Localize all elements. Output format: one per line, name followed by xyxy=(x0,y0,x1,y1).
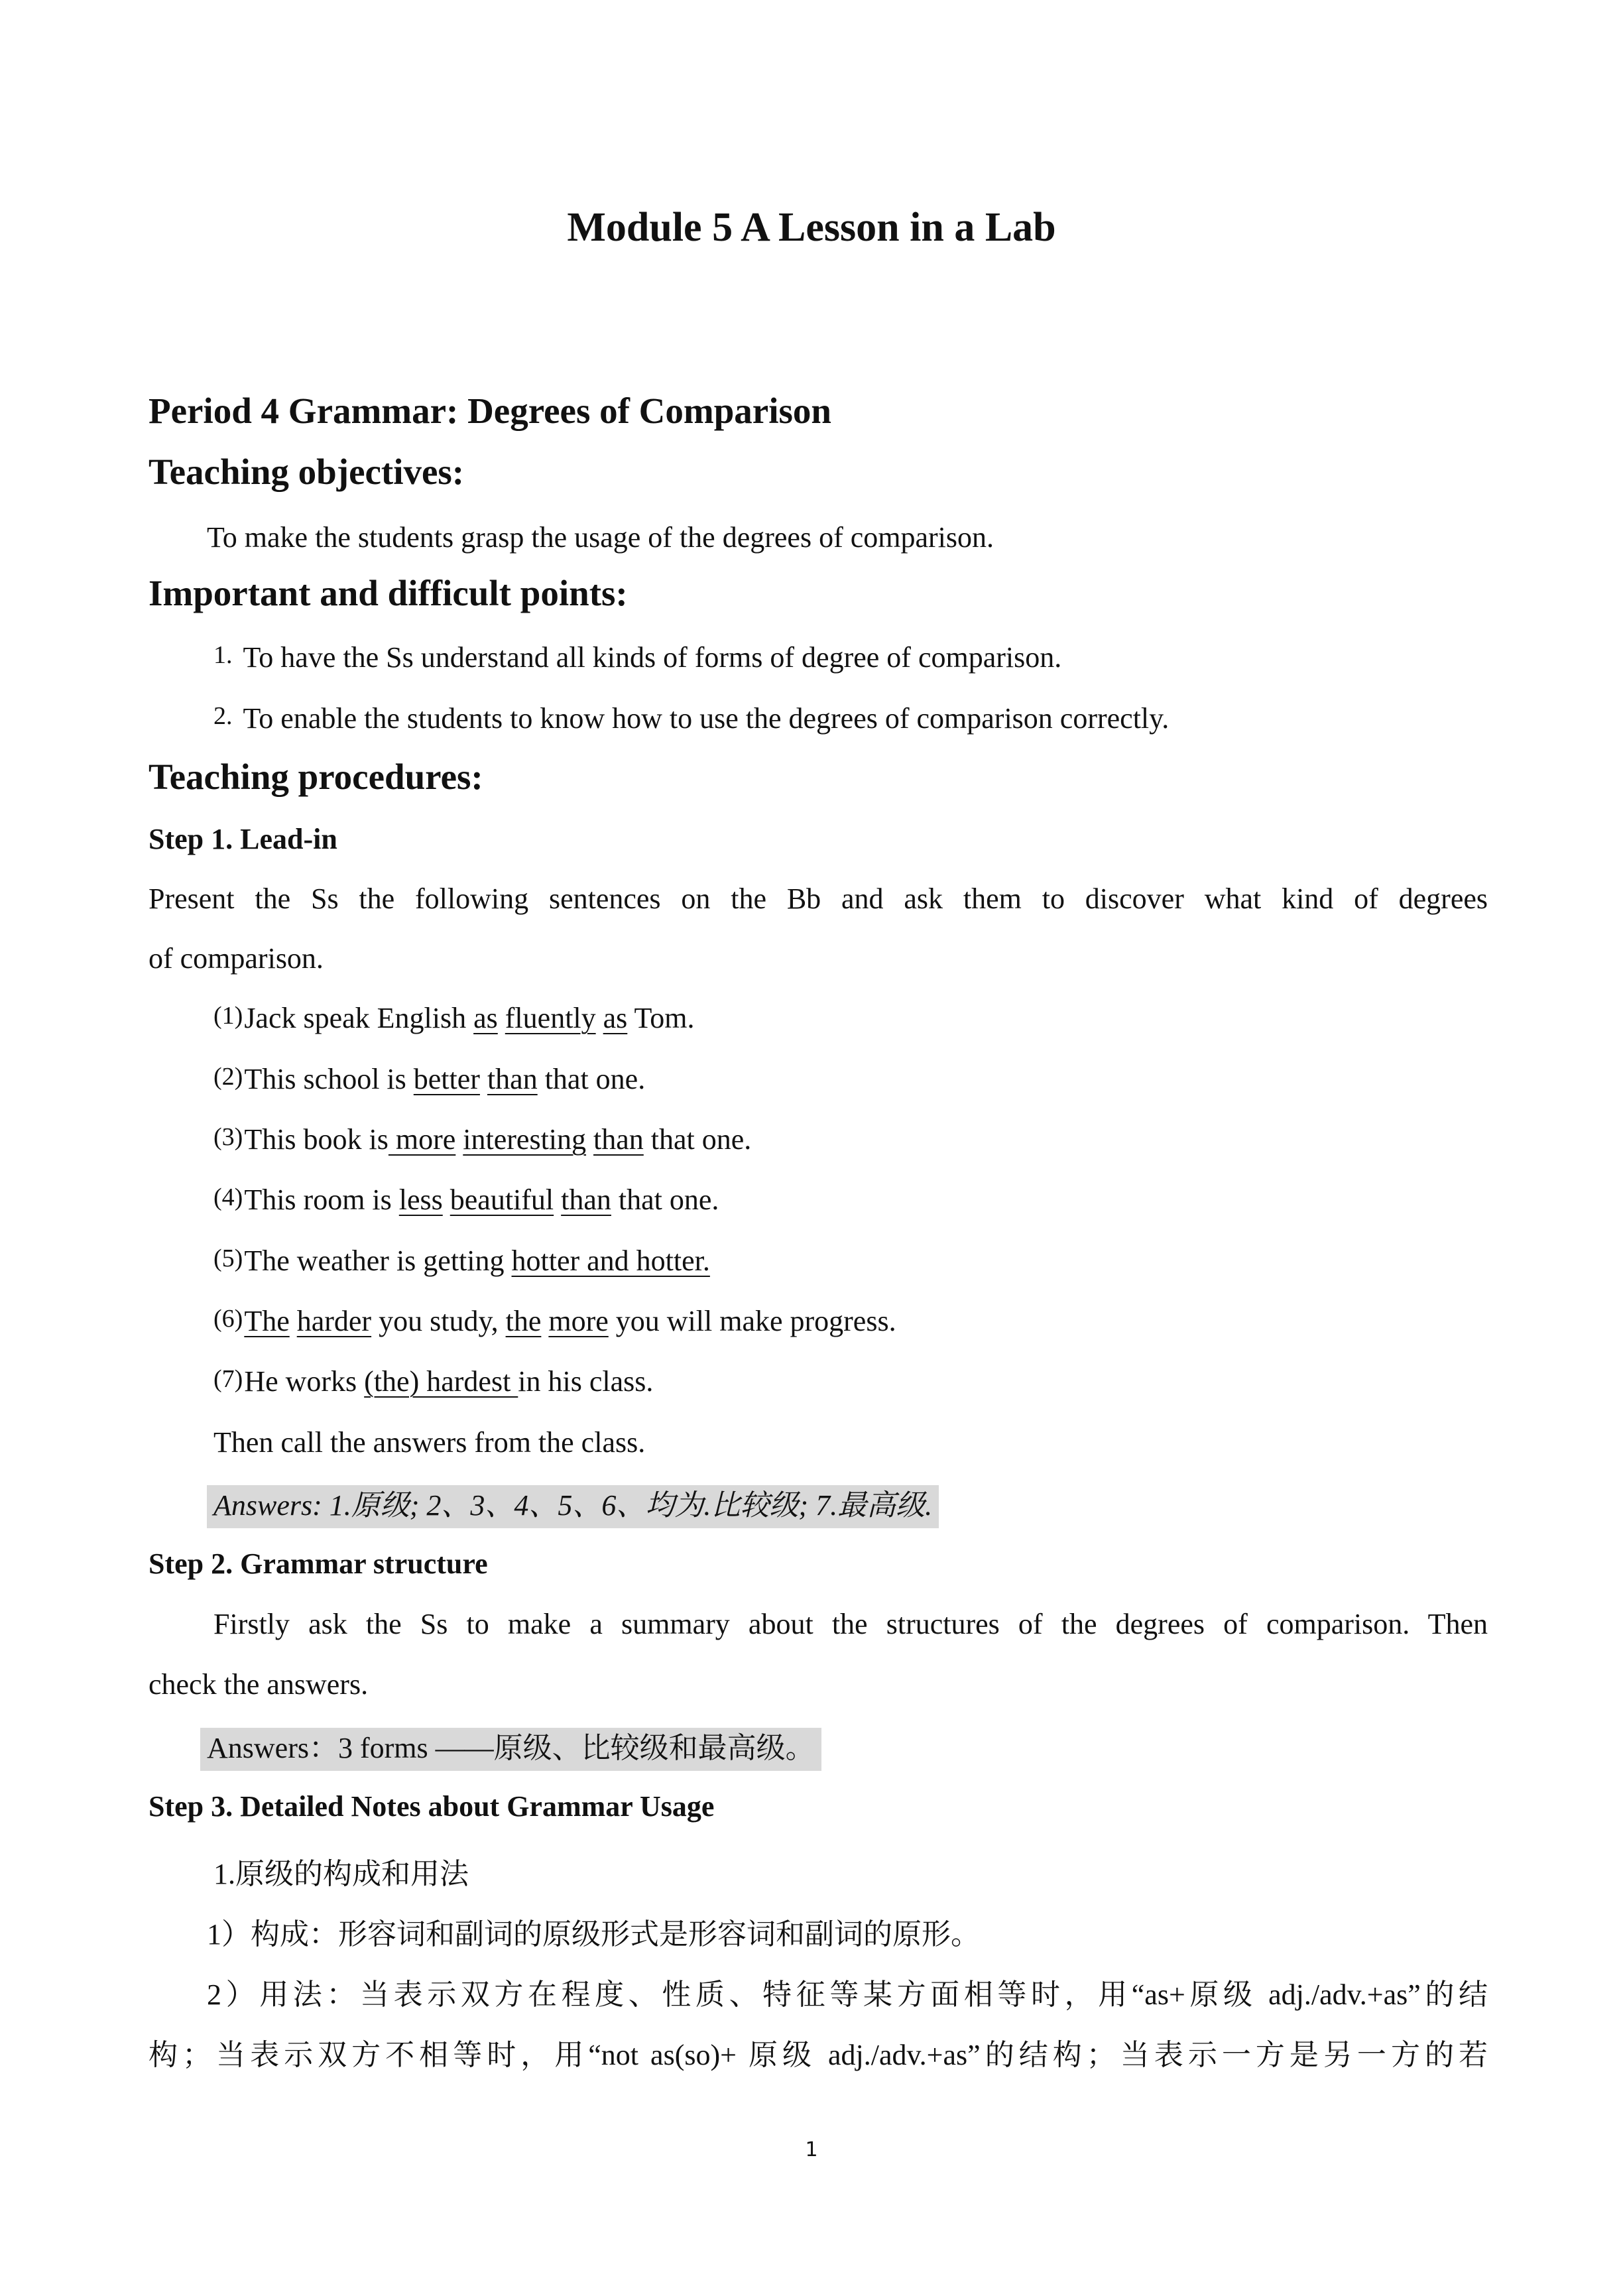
example-sentence-4: (4)This room is less beautiful than that one. xyxy=(213,1183,719,1216)
step3-sub1: 1.原级的构成和用法 xyxy=(213,1858,469,1890)
point-number: 1. xyxy=(213,641,233,669)
step2-answers xyxy=(200,1724,821,1766)
point-item xyxy=(213,640,1061,674)
points-heading: Important and difficult points: xyxy=(149,573,628,613)
period-heading: Period 4 Grammar: Degrees of Comparison xyxy=(149,391,831,431)
example-sentence-5: (5)The weather is getting hotter and hotter. xyxy=(213,1244,710,1277)
procedures-heading: Teaching procedures: xyxy=(149,756,483,797)
step1-then: Then call the answers from the class. xyxy=(213,1426,646,1459)
step2-line2: check the answers. xyxy=(149,1668,369,1701)
point-text: To enable the students to know how to use the degrees of comparison correctly. xyxy=(243,702,1170,735)
page-title: Module 5 A Lesson in a Lab xyxy=(567,205,1056,250)
objectives-text: To make the students grasp the usage of the degrees of comparison. xyxy=(207,521,994,554)
example-sentence-7: (7)He works (the) hardest in his class. xyxy=(213,1365,654,1398)
step3-item2-line1: 2）用法：当表示双方在程度、性质、特征等某方面相等时，用“as+原级 adj./adv.+as”的结 xyxy=(207,1978,1488,2011)
example-sentence-2: (2)This school is better than that one. xyxy=(213,1063,646,1095)
example-sentence-6: (6)The harder you study, the more you will make progress. xyxy=(213,1305,896,1337)
step3-item1: 1）构成：形容词和副词的原级形式是形容词和副词的原形。 xyxy=(207,1918,980,1951)
step3-item2-line2: 构；当表示双方不相等时，用“not as(so)+ 原级 adj./adv.+as”的结构；当表示一方是另一方的若 xyxy=(149,2039,1488,2071)
step1-heading: Step 1. Lead-in xyxy=(149,823,337,855)
step1-intro-line1: Present the Ss the following sentences on the Bb and ask them to discover what kind of degrees xyxy=(149,882,1488,915)
point-item xyxy=(213,701,1169,735)
step1-answers xyxy=(207,1481,939,1524)
point-text: To have the Ss understand all kinds of forms of degree of comparison. xyxy=(243,641,1062,674)
answers-highlight: Answers：3 forms ——原级、比较级和最高级。 xyxy=(200,1728,821,1771)
step1-intro-line2: of comparison. xyxy=(149,942,324,975)
example-sentence-3: (3)This book is more interesting than that one. xyxy=(213,1123,752,1156)
step2-heading: Step 2. Grammar structure xyxy=(149,1547,488,1580)
example-sentence-1: (1)Jack speak English as fluently as Tom. xyxy=(213,1002,695,1034)
step2-line1: Firstly ask the Ss to make a summary about the structures of the degrees of comparison. Then xyxy=(213,1608,1488,1640)
step3-heading: Step 3. Detailed Notes about Grammar Usage xyxy=(149,1790,715,1823)
page-number: 1 xyxy=(805,2138,818,2161)
objectives-heading: Teaching objectives: xyxy=(149,452,465,492)
answers-highlight: Answers: 1.原级; 2、3、4、5、6、均为.比较级; 7.最高级. xyxy=(207,1485,939,1528)
point-number: 2. xyxy=(213,702,233,730)
